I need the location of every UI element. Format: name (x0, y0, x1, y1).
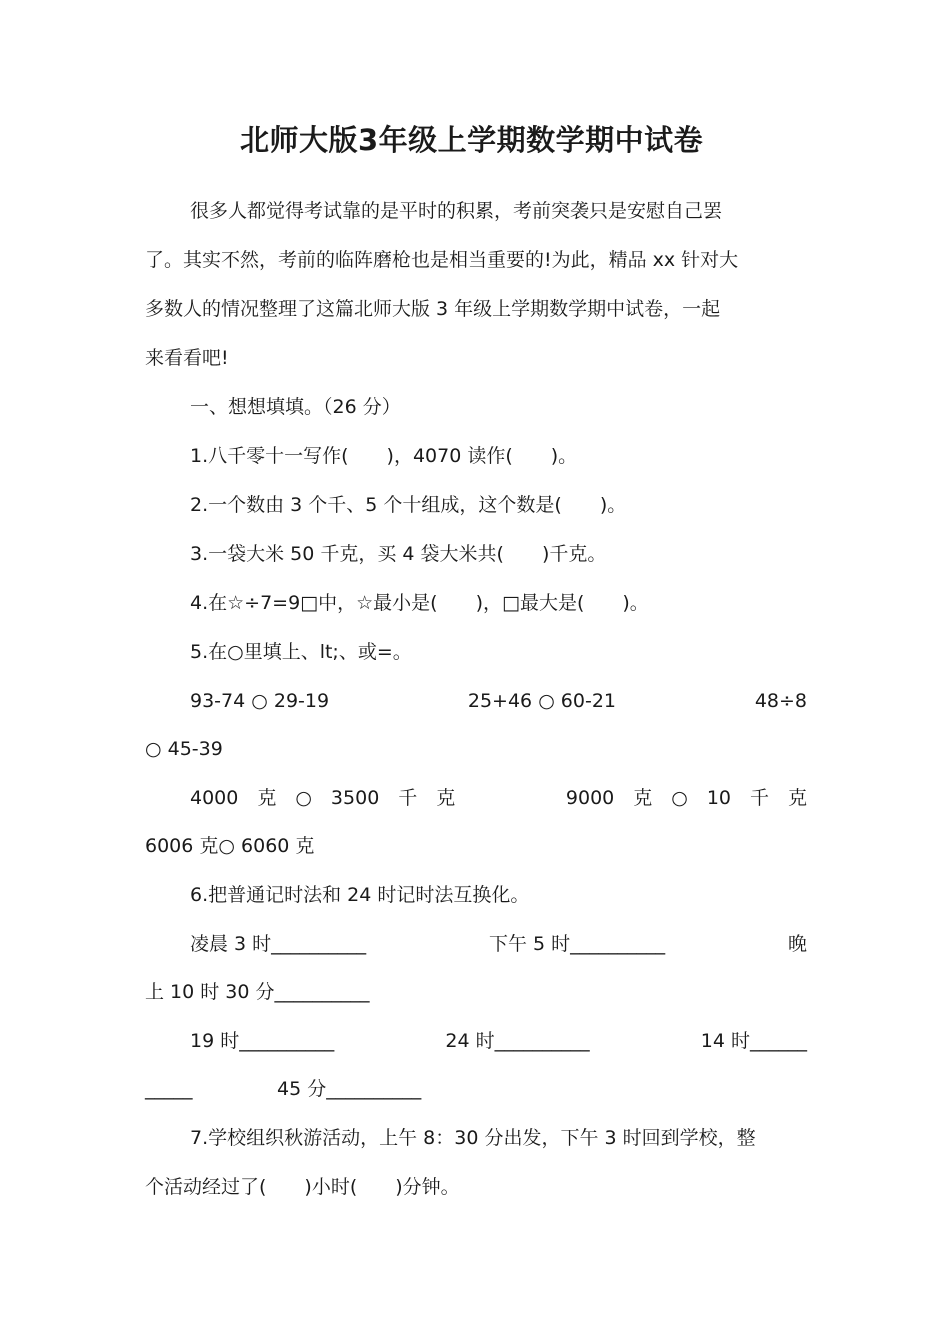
question-7-line-2: 个活动经过了( )小时( )分钟。 (145, 1176, 460, 1198)
q6-row-2-continued (145, 1074, 807, 1104)
q6-row-1-continued: 上 10 时 30 分__________ (145, 981, 370, 1003)
question-7-line-1: 7.学校组织秋游活动，上午 8：30 分出发，下午 3 时回到学校，整 (190, 1127, 756, 1149)
q5-item-3: 48÷8 (754, 690, 807, 712)
q6-item-6-tail: _____ (145, 1078, 193, 1100)
question-3: 3.一袋大米 50 千克，买 4 袋大米共( )千克。 (190, 543, 607, 565)
q6-item-4: 19 时__________ (190, 1030, 335, 1052)
q6-item-2: 下午 5 时__________ (488, 933, 666, 955)
section-heading: 一、想想填填。（26 分） (190, 396, 401, 418)
question-2: 2.一个数由 3 个千、5 个十组成，这个数是( )。 (190, 494, 627, 516)
page-title: 北师大版3年级上学期数学期中试卷 (240, 123, 704, 157)
q5-item-4: 4000 克 ○ 3500 千 克 (190, 787, 456, 809)
q5-item-5: 9000 克 ○ 10 千 克 (565, 787, 807, 809)
q6-item-6: 14 时______ (700, 1030, 807, 1052)
q5-row-2-continued: 6006 克○ 6060 克 (145, 835, 315, 857)
q6-item-1: 凌晨 3 时__________ (190, 933, 367, 955)
q6-item-7: 45 分__________ (277, 1078, 422, 1100)
intro-line-3: 多数人的情况整理了这篇北师大版 3 年级上学期数学期中试卷，一起 (145, 298, 721, 320)
intro-line-2: 了。其实不然，考前的临阵磨枪也是相当重要的!为此，精品 xx 针对大 (145, 249, 739, 271)
question-6: 6.把普通记时法和 24 时记时法互换化。 (190, 884, 530, 906)
q5-item-1: 93-74 ○ 29-19 (190, 690, 330, 712)
q6-item-3: 晚 (787, 933, 807, 955)
q5-row-1-continued: ○ 45-39 (145, 738, 223, 760)
q5-item-2: 25+46 ○ 60-21 (467, 690, 617, 712)
q6-item-5: 24 时__________ (445, 1030, 590, 1052)
q6-row-2 (190, 1026, 807, 1056)
question-1: 1.八千零十一写作( )，4070 读作( )。 (190, 445, 578, 467)
q5-row-1 (190, 686, 807, 716)
intro-line-4: 来看看吧! (145, 347, 229, 369)
intro-line-1: 很多人都觉得考试靠的是平时的积累，考前突袭只是安慰自己罢 (190, 200, 723, 222)
question-4: 4.在☆÷7=9□中，☆最小是( )，□最大是( )。 (190, 592, 649, 614)
q5-row-2 (190, 783, 807, 813)
q6-row-1 (190, 929, 807, 959)
question-5: 5.在○里填上、lt;、或=。 (190, 641, 412, 663)
